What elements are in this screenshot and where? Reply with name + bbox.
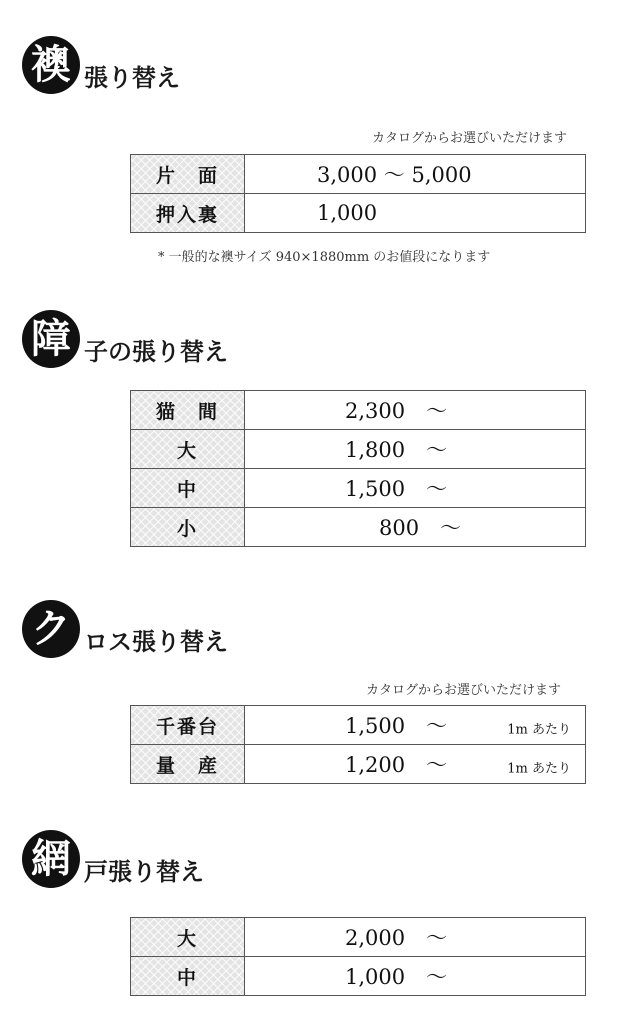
table-row — [131, 706, 586, 745]
row-value: 3,000 〜 5,000 — [317, 163, 472, 187]
price-table — [130, 154, 586, 233]
row-label: 中 — [131, 957, 245, 996]
row-value-cell — [245, 469, 586, 508]
per-unit-note: 1m あたり — [507, 761, 571, 777]
table-row — [131, 745, 586, 784]
catalog-note: カタログからお選びいただけます — [366, 683, 562, 698]
heading-text: 子の張り替え — [84, 338, 228, 366]
row-label: 量 産 — [131, 745, 245, 784]
size-note: * 一般的な襖サイズ 940×1880mm のお値段になります — [158, 250, 491, 265]
row-label: 押入裏 — [131, 194, 245, 233]
row-value: 1,500 〜 — [345, 714, 448, 738]
row-value-cell — [245, 155, 586, 194]
row-value-cell — [245, 508, 586, 547]
row-value: 1,800 〜 — [345, 438, 448, 462]
row-value-cell — [245, 391, 586, 430]
row-value: 800 〜 — [379, 516, 462, 540]
table-row — [131, 957, 586, 996]
row-value: 1,000 — [317, 201, 378, 225]
table-row — [131, 194, 586, 233]
row-value: 1,200 〜 — [345, 753, 448, 777]
row-label: 猫 間 — [131, 391, 245, 430]
table-row — [131, 508, 586, 547]
row-value: 1,000 〜 — [345, 965, 448, 989]
row-value-cell — [245, 706, 586, 745]
row-value-cell — [245, 957, 586, 996]
heading-kanji-badge: 網 — [22, 830, 80, 888]
row-label: 大 — [131, 918, 245, 957]
row-value-cell — [245, 918, 586, 957]
price-table — [130, 917, 586, 996]
row-value-cell — [245, 430, 586, 469]
table-row — [131, 918, 586, 957]
table-row — [131, 430, 586, 469]
row-value: 1,500 〜 — [345, 477, 448, 501]
price-table — [130, 705, 586, 784]
row-label: 千番台 — [131, 706, 245, 745]
table-row — [131, 391, 586, 430]
row-value: 2,000 〜 — [345, 926, 448, 950]
row-label: 片 面 — [131, 155, 245, 194]
heading-text: 張り替え — [84, 64, 180, 92]
heading-kanji-badge: 襖 — [22, 36, 80, 94]
heading-kanji-badge: ク — [22, 600, 80, 658]
row-label: 中 — [131, 469, 245, 508]
row-value-cell — [245, 194, 586, 233]
per-unit-note: 1m あたり — [507, 722, 571, 738]
heading-text: ロス張り替え — [84, 628, 228, 656]
price-table — [130, 390, 586, 547]
table-row — [131, 469, 586, 508]
row-label: 大 — [131, 430, 245, 469]
heading-kanji-badge: 障 — [22, 310, 80, 368]
row-value-cell — [245, 745, 586, 784]
catalog-note: カタログからお選びいただけます — [372, 131, 568, 146]
row-value: 2,300 〜 — [345, 399, 448, 423]
table-row — [131, 155, 586, 194]
heading-text: 戸張り替え — [84, 858, 204, 886]
row-label: 小 — [131, 508, 245, 547]
